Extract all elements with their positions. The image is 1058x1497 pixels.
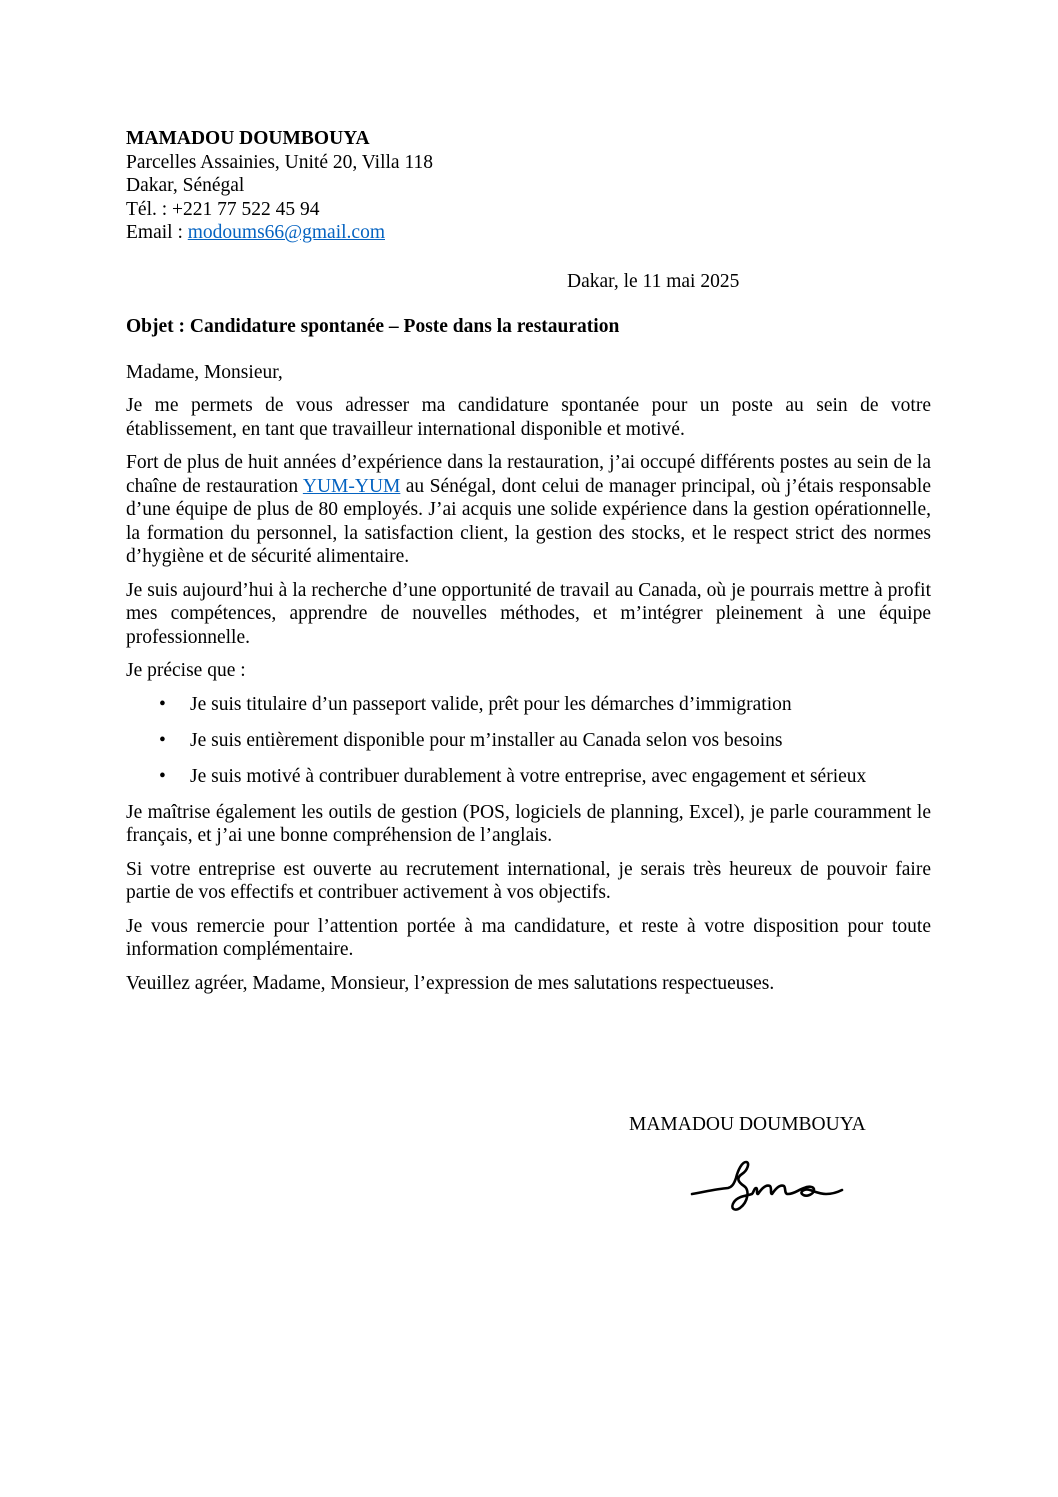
paragraph-1: Je me permets de vous adresser ma candidature spontanée pour un poste au sein de votre établissement, en tant que travailleur international disponible et motivé. (126, 395, 931, 440)
paragraph-2-text-after: au Sénégal, dont celui de manager principal, où j’étais responsable d’une équipe de plus de 80 employés. J’ai acquis une solide expérience dans la gestion opérationnelle, la formation du personnel, la satisfaction client, la gestion des stocks, et le respect strict des normes d’hygiène et de sécurité alimentaire. (126, 475, 932, 567)
paragraph-5: Si votre entreprise est ouverte au recrutement international, je serais très heureux de pouvoir faire partie de vos effectifs et contribuer activement à vos objectifs. (126, 858, 931, 903)
bullet-list (126, 693, 931, 789)
paragraph-2-text-before: Fort de plus de huit années d’expérience dans la restauration, j’ai occupé différents postes au sein de la chaîne de restauration (126, 452, 931, 497)
list-item (126, 765, 931, 789)
date-line: Dakar, le 11 mai 2025 (567, 270, 740, 292)
paragraph-3: Je suis aujourd’hui à la recherche d’une opportunité de travail au Canada, où je pourrais mettre à profit mes compétences, apprendre de nouvelles méthodes, et m’intégrer pleinement à une équipe professionnelle. (126, 579, 931, 648)
sender-address-line2: Dakar, Sénégal (126, 175, 245, 196)
sender-block (126, 127, 931, 245)
paragraph-6: Je vous remercie pour l’attention portée à ma candidature, et reste à votre disposition pour toute information complémentaire. (126, 915, 931, 960)
list-item-text: Je suis motivé à contribuer durablement à votre entreprise, avec engagement et sérieux (190, 765, 867, 787)
closing-formula: Veuillez agréer, Madame, Monsieur, l’expression de mes salutations respectueuses. (126, 972, 775, 994)
handwritten-signature (690, 1158, 845, 1218)
bullet-icon: • (159, 693, 166, 715)
list-item (126, 693, 931, 717)
yum-yum-link[interactable]: YUM-YUM (302, 475, 401, 497)
bullet-icon: • (159, 729, 166, 751)
salutation: Madame, Monsieur, (126, 361, 283, 383)
sender-email-label: Email : (126, 222, 188, 243)
paragraph-2 (126, 451, 931, 569)
letter-body (126, 127, 931, 995)
list-item-text: Je suis titulaire d’un passeport valide, prêt pour les démarches d’immigration (190, 693, 792, 715)
signature-name: MAMADOU DOUMBOUYA (629, 1114, 866, 1135)
subject-line: Objet : Candidature spontanée – Poste dans la restauration (126, 316, 620, 337)
bullet-icon: • (159, 765, 166, 787)
sender-address-line1: Parcelles Assainies, Unité 20, Villa 118 (126, 151, 433, 173)
list-item-text: Je suis entièrement disponible pour m’installer au Canada selon vos besoins (190, 729, 783, 751)
sender-phone: Tél. : +221 77 522 45 94 (126, 198, 320, 220)
sender-name: MAMADOU DOUMBOUYA (126, 128, 370, 149)
list-item (126, 729, 931, 753)
sender-email-link[interactable]: modoums66@gmail.com (187, 222, 385, 243)
list-intro: Je précise que : (126, 660, 246, 681)
paragraph-4: Je maîtrise également les outils de gestion (POS, logiciels de planning, Excel), je parle couramment le français, et j’ai une bonne compréhension de l’anglais. (126, 801, 931, 846)
sender-email-line (126, 221, 931, 245)
